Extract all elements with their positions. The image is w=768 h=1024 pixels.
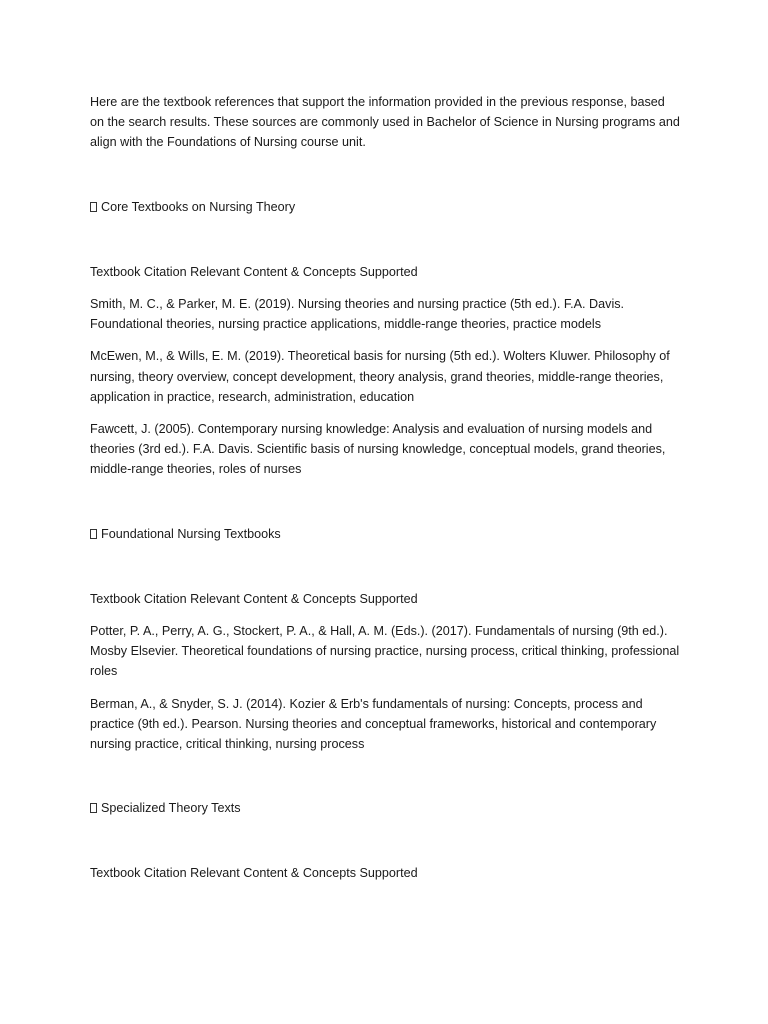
reference-entry: Potter, P. A., Perry, A. G., Stockert, P. A., & Hall, A. M. (Eds.). (2017). Fundamentals of nursing (9th ed.). Mosby Elsevier. Theoretical foundations of nursing practice, nursing process, critical thinking, professional roles [90,624,680,679]
section-heading-specialized-texts: Specialized Theory Texts [90,798,680,818]
section-heading-foundational-textbooks: Foundational Nursing Textbooks [90,524,680,544]
missing-glyph-icon [90,803,97,813]
missing-glyph-icon [90,529,97,539]
reference-entry: Smith, M. C., & Parker, M. E. (2019). Nursing theories and nursing practice (5th ed.). F.A. Davis. Foundational theories, nursing practice applications, middle-range theories, practice models [90,297,625,332]
section-heading-core-textbooks: Core Textbooks on Nursing Theory [90,197,680,217]
table-header-row: Textbook Citation Relevant Content & Concepts Supported [90,264,418,279]
document-body [90,92,680,896]
missing-glyph-icon [90,202,97,212]
reference-entry: Fawcett, J. (2005). Contemporary nursing knowledge: Analysis and evaluation of nursing models and theories (3rd ed.). F.A. Davis. Scientific basis of nursing knowledge, conceptual models, grand theories, middle-range theories, roles of nurses [90,422,666,477]
table-header-row: Textbook Citation Relevant Content & Concepts Supported [90,866,418,881]
intro-paragraph: Here are the textbook references that support the information provided in the previous response, based on the search results. These sources are commonly used in Bachelor of Science in Nursing programs and align with the Foundations of Nursing course unit. [90,95,680,150]
reference-entry: Berman, A., & Snyder, S. J. (2014). Kozier & Erb's fundamentals of nursing: Concepts, process and practice (9th ed.). Pearson. Nursing theories and conceptual frameworks, historical and contemporary nursing practice, critical thinking, nursing process [90,696,657,752]
table-header-row: Textbook Citation Relevant Content & Concepts Supported [90,591,418,606]
reference-entry: McEwen, M., & Wills, E. M. (2019). Theoretical basis for nursing (5th ed.). Wolters Kluwer. Philosophy of nursing, theory overview, concept development, theory analysis, grand theories, middle-range theories, application in practice, research, administration, education [90,349,670,404]
